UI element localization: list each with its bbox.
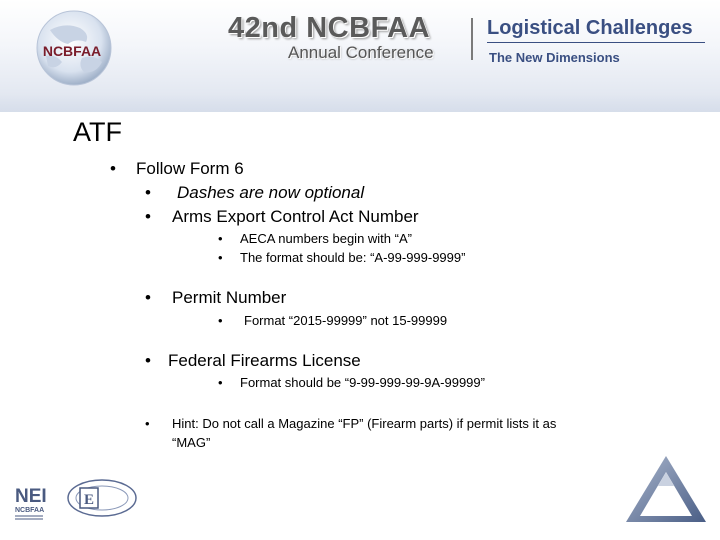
header-divider (471, 18, 473, 60)
bullet-aeca-format (218, 250, 465, 265)
bullet-ffl-format (218, 375, 485, 390)
logo-text: NCBFAA (42, 43, 102, 59)
bullet-aeca-number (145, 207, 419, 227)
bullet-text: Permit Number (172, 288, 287, 307)
bullet-dot: • (145, 351, 151, 370)
ncbfaa-globe-logo (20, 8, 124, 88)
bullet-dot: • (145, 183, 151, 202)
bullet-dot: • (218, 375, 223, 390)
bullet-permit-format (218, 313, 447, 328)
nei-footer-logo (12, 474, 142, 526)
hint-line-1: Hint: Do not call a Magazine “FP” (Firearm parts) if permit lists it as (172, 416, 557, 431)
bullet-text: Arms Export Control Act Number (172, 207, 419, 226)
bullet-hint (145, 414, 556, 452)
nei-sub-text: NCBFAA (15, 507, 45, 514)
bullet-text: Format “2015-99999” not 15-99999 (244, 313, 448, 328)
hint-line-2: “MAG” (172, 435, 211, 450)
bullet-text: The format should be: “A-99-999-9999” (240, 250, 466, 265)
theme-title: Logistical Challenges (487, 17, 693, 39)
svg-text:E: E (84, 492, 95, 508)
bullet-text: Format should be “9-99-999-99-9A-99999” (240, 375, 485, 390)
theme-underline (487, 42, 705, 43)
nei-text: NEI (15, 486, 47, 507)
bullet-follow-form-6 (110, 159, 244, 179)
bullet-ffl (145, 351, 361, 371)
bullet-dashes-optional (145, 183, 364, 203)
bullet-text: Dashes are now optional (177, 183, 365, 202)
bullet-text: Follow Form 6 (136, 159, 244, 178)
triangle-logo (624, 454, 708, 524)
bullet-text: Federal Firearms License (168, 351, 361, 370)
bullet-dot: • (145, 416, 150, 431)
bullet-dot: • (110, 159, 116, 178)
bullet-dot: • (218, 250, 223, 265)
bullet-dot: • (218, 231, 223, 246)
slide-title: ATF (73, 117, 122, 147)
conference-subtitle: Annual Conference (288, 43, 434, 62)
conference-title: 42nd NCBFAA (228, 12, 431, 44)
bullet-dot: • (145, 288, 151, 307)
bullet-dot: • (218, 313, 223, 328)
bullet-dot: • (145, 207, 151, 226)
theme-subtitle: The New Dimensions (489, 50, 620, 65)
bullet-permit-number (145, 288, 286, 308)
bullet-aeca-begins-a (218, 231, 412, 246)
bullet-text: AECA numbers begin with “A” (240, 231, 412, 246)
